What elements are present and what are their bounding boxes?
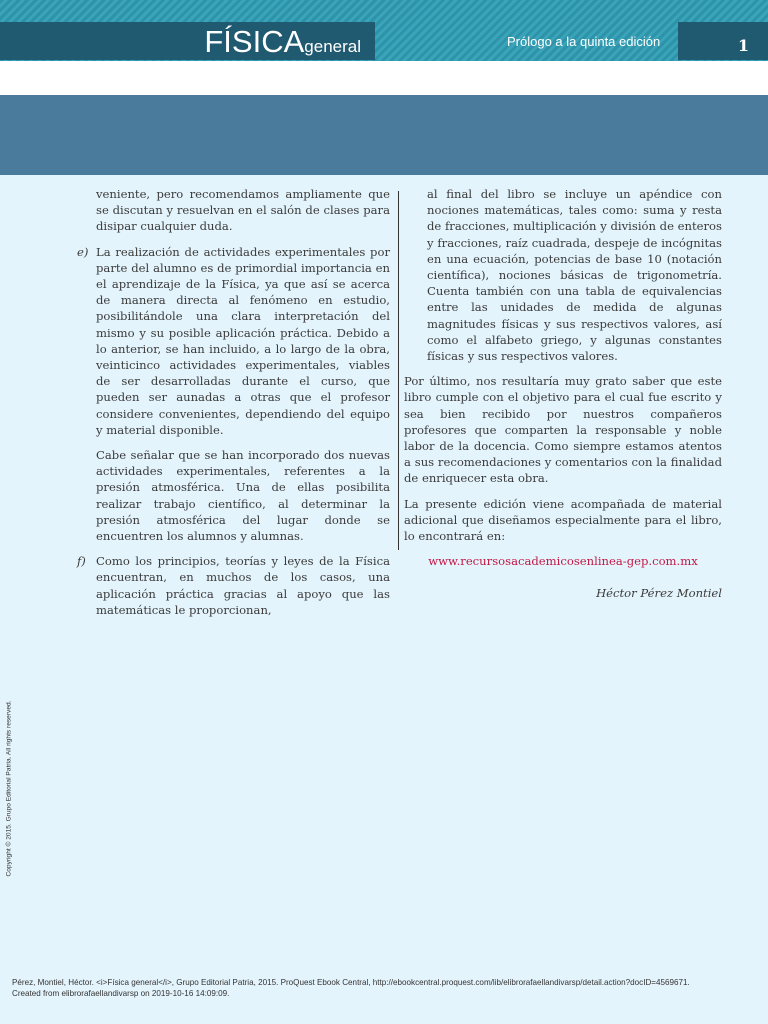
page-number: 1 [737, 36, 749, 55]
list-item-e [77, 244, 390, 438]
header-white-strip [0, 61, 768, 95]
list-item-f [77, 553, 390, 618]
footer-citation: Pérez, Montiel, Héctor. <i>Física general</i>, Grupo Editorial Patria, 2015. ProQuest Ebook Central, http://ebookcentral.proquest.com/lib/elibrorafaellandivarsp/detail.action?docID=4569671. [12, 978, 690, 987]
footer-created: Created from elibrorafaellandivarsp on 2019-10-16 14:09:09. [12, 988, 230, 998]
copyright-notice: Copyright © 2015. Grupo Editorial Patria. All rights reserved. [5, 700, 13, 877]
book-brand [0, 22, 375, 60]
brand-title: FÍSICA [204, 24, 305, 59]
indented-continuation [404, 186, 722, 364]
list-marker: e) [77, 244, 89, 259]
paragraph: veniente, pero recomendamos ampliamente que se discutan y resuelvan en el salón de clases para disipar cualquier duda. [96, 187, 390, 234]
paragraph: Por último, nos resultaría muy grato saber que este libro cumple con el objetivo para el cual fue escrito y sea bien recibido por nuestros compañeros profesores que comparten la responsable y noble labor de la docencia. Como siempre estamos atentos a sus recomendaciones y comentarios con la finalidad de enriquecer esta obra. [404, 374, 722, 486]
column-divider [398, 191, 399, 550]
list-item-text: La realización de actividades experimentales por parte del alumno es de primordial importancia en el aprendizaje de la Física, ya que así se acerca de manera directa al fenómeno en estudio, posibilitándole una clara interpretación del mismo y su posible aplicación práctica. Debido a lo anterior, se han incluido, a lo largo de la obra, veinticinco actividades experimentales, viables de ser desarrolladas durante el curso, que pueden ser aunadas a otras que el profesor considere convenientes, dependiendo del equipo y material disponible. [96, 244, 390, 437]
section-title: Prólogo a la quinta edición [507, 34, 661, 49]
author-signature: Héctor Pérez Montiel [596, 586, 722, 601]
brand-logo [204, 24, 361, 60]
paragraph: La presente edición viene acompañada de material adicional que diseñamos especialmente para el libro, lo encontrará en: [404, 496, 722, 544]
brand-subtitle: general [304, 37, 361, 56]
left-column [77, 186, 390, 627]
list-marker: f) [77, 554, 86, 569]
paragraph: Cabe señalar que se han incorporado dos nuevas actividades experimentales, referentes a la presión atmosférica. Una de ellas posibilita realizar trabajo científico, al determinar la presión atmosférica del lugar donde se encuentren los alumnos y alumnas. [96, 448, 390, 544]
footer [12, 978, 690, 999]
paragraph: al final del libro se incluye un apéndice con nociones matemáticas, tales como: suma y resta de fracciones, multiplicación y división de enteros y fracciones, raíz cuadrada, despeje de incógnitas en una ecuación, potencias de base 10 (notación científica), nociones básicas de trigonometría. Cuenta también con una tabla de equivalencias entre las unidades de medida de algunas magnitudes físicas y sus respectivos valores, así como el alfabeto griego, y algunas constantes físicas y sus respectivos valores. [427, 187, 722, 364]
list-item-text: Como los principios, teorías y leyes de la Física encuentran, en muchos de los casos, una aplicación práctica gracias al apoyo que las matemáticas le proporcionan, [96, 554, 390, 617]
header-blue-band [0, 95, 768, 175]
resource-link[interactable]: www.recursosacademicosenlinea-gep.com.mx [428, 554, 698, 569]
right-column [404, 186, 722, 611]
page-number-box [678, 22, 768, 60]
